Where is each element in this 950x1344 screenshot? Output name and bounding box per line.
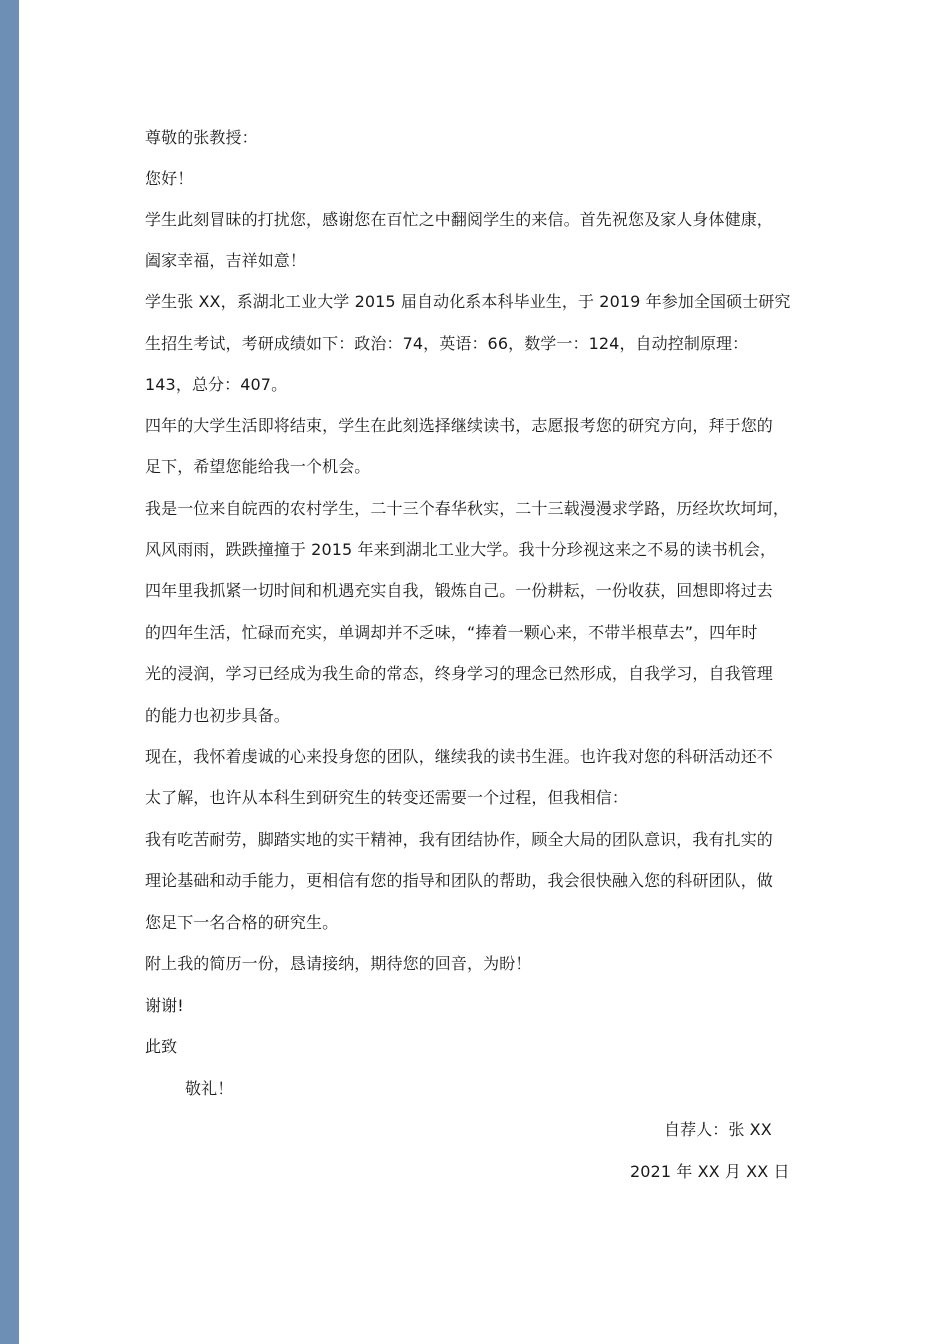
thanks-line: 谢谢! bbox=[145, 996, 184, 1015]
paragraph-line: 的能力也初步具备。 bbox=[145, 706, 290, 725]
paragraph-line: 学生此刻冒昧的打扰您，感谢您在百忙之中翻阅学生的来信。首先祝您及家人身体健康， bbox=[145, 210, 773, 229]
paragraph-line: 现在，我怀着虔诚的心来投身您的团队，继续我的读书生涯。也许我对您的科研活动还不 bbox=[145, 747, 773, 766]
signature-line: 自荐人：张 XX bbox=[664, 1120, 772, 1139]
paragraph-line: 足下，希望您能给我一个机会。 bbox=[145, 457, 371, 476]
salute-line: 敬礼！ bbox=[185, 1079, 234, 1098]
paragraph-line: 143，总分：407。 bbox=[145, 375, 288, 394]
paragraph-line: 光的浸润，学习已经成为我生命的常态，终身学习的理念已然形成，自我学习，自我管理 bbox=[145, 664, 773, 683]
paragraph-line: 生招生考试，考研成绩如下：政治：74，英语：66，数学一：124，自动控制原理： bbox=[145, 334, 749, 353]
paragraph-line: 您足下一名合格的研究生。 bbox=[145, 913, 339, 932]
closing-line: 此致 bbox=[145, 1037, 178, 1056]
paragraph-line: 学生张 XX，系湖北工业大学 2015 届自动化系本科毕业生，于 2019 年参加全国硕士研究 bbox=[145, 292, 791, 311]
paragraph-line: 太了解，也许从本科生到研究生的转变还需要一个过程，但我相信： bbox=[145, 788, 629, 807]
salutation-line: 尊敬的张教授： bbox=[145, 128, 258, 147]
paragraph-line: 四年里我抓紧一切时间和机遇充实自我，锻炼自己。一份耕耘，一份收获，回想即将过去 bbox=[145, 581, 773, 600]
paragraph-line: 理论基础和动手能力，更相信有您的指导和团队的帮助，我会很快融入您的科研团队，做 bbox=[145, 871, 773, 890]
paragraph-line: 我是一位来自皖西的农村学生，二十三个春华秋实，二十三载漫漫求学路，历经坎坎坷坷， bbox=[145, 499, 790, 518]
paragraph-line: 附上我的简历一份，恳请接纳，期待您的回音，为盼！ bbox=[145, 954, 532, 973]
paragraph-line: 我有吃苦耐劳，脚踏实地的实干精神，我有团结协作，顾全大局的团队意识，我有扎实的 bbox=[145, 830, 773, 849]
side-accent-bar bbox=[0, 0, 19, 1344]
greeting-line: 您好！ bbox=[145, 169, 194, 188]
paragraph-line: 风风雨雨，跌跌撞撞于 2015 年来到湖北工业大学。我十分珍视这来之不易的读书机会， bbox=[145, 540, 777, 559]
paragraph-line: 阖家幸福，吉祥如意！ bbox=[145, 251, 307, 270]
paragraph-line: 的四年生活，忙碌而充实，单调却并不乏味，“捧着一颗心来，不带半根草去”，四年时 bbox=[145, 623, 758, 642]
paragraph-line: 四年的大学生活即将结束，学生在此刻选择继续读书，志愿报考您的研究方向，拜于您的 bbox=[145, 416, 773, 435]
date-line: 2021 年 XX 月 XX 日 bbox=[630, 1162, 790, 1181]
